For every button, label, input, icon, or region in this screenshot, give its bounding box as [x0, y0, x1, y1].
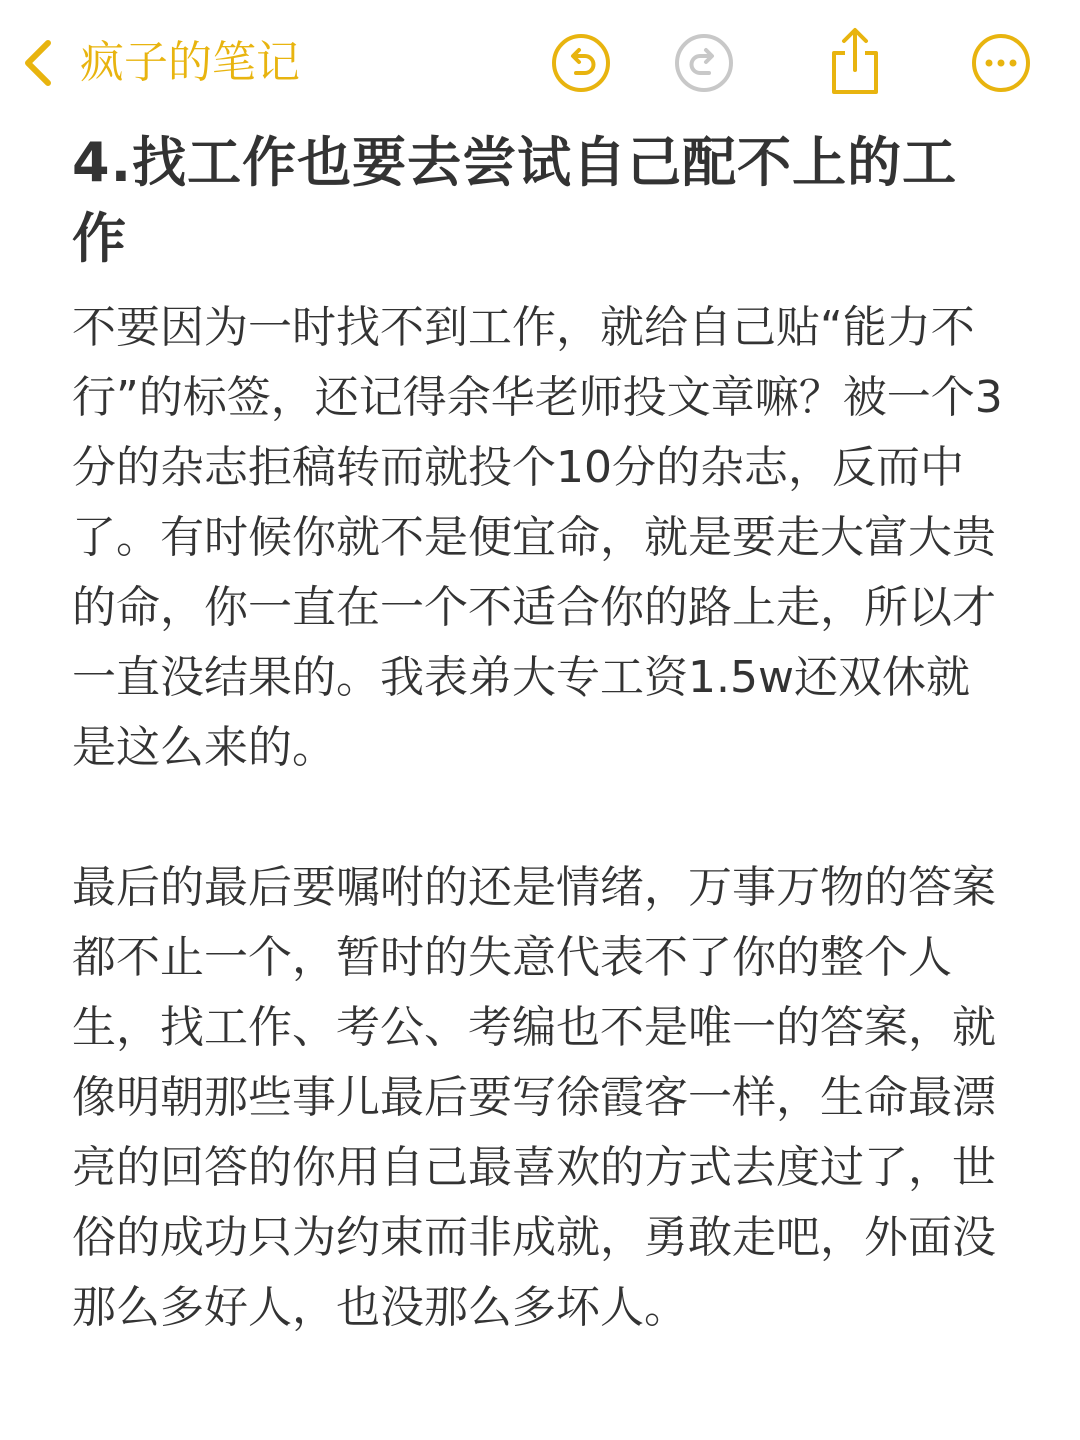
navigation-bar [0, 0, 1080, 125]
undo-button[interactable] [550, 32, 612, 94]
redo-button[interactable] [673, 32, 735, 94]
note-paragraph: 不要因为一时找不到工作，就给自己贴“能力不行”的标签，还记得余华老师投文章嘛？被一个3分的杂志拒稿转而就投个10分的杂志，反而中了。有时候你就不是便宜命，就是要走大富大贵的命，你一直在一个不适合你的路上走，所以才一直没结果的。我表弟大专工资1.5w还双休就是这么来的。 [72, 302, 1003, 773]
share-button[interactable] [824, 26, 886, 96]
note-paragraph: 最后的最后要嘱咐的还是情绪，万事万物的答案都不止一个，暂时的失意代表不了你的整个人生，找工作、考公、考编也不是唯一的答案，就像明朝那些事儿最后要写徐霞客一样，生命最漂亮的回答的你用自己最喜欢的方式去度过了，世俗的成功只为约束而非成就，勇敢走吧，外面没那么多好人，也没那么多坏人。 [72, 862, 996, 1333]
undo-icon [550, 32, 612, 94]
chevron-left-icon [18, 35, 58, 91]
note-heading: 4.找工作也要去尝试自己配不上的工作 [72, 131, 958, 270]
more-button[interactable] [970, 32, 1032, 94]
note-body[interactable] [72, 125, 1012, 1343]
more-icon [970, 32, 1032, 94]
back-label: 疯子的笔记 [80, 37, 300, 88]
share-icon [824, 26, 886, 96]
redo-icon [673, 32, 735, 94]
back-button[interactable] [18, 32, 300, 94]
